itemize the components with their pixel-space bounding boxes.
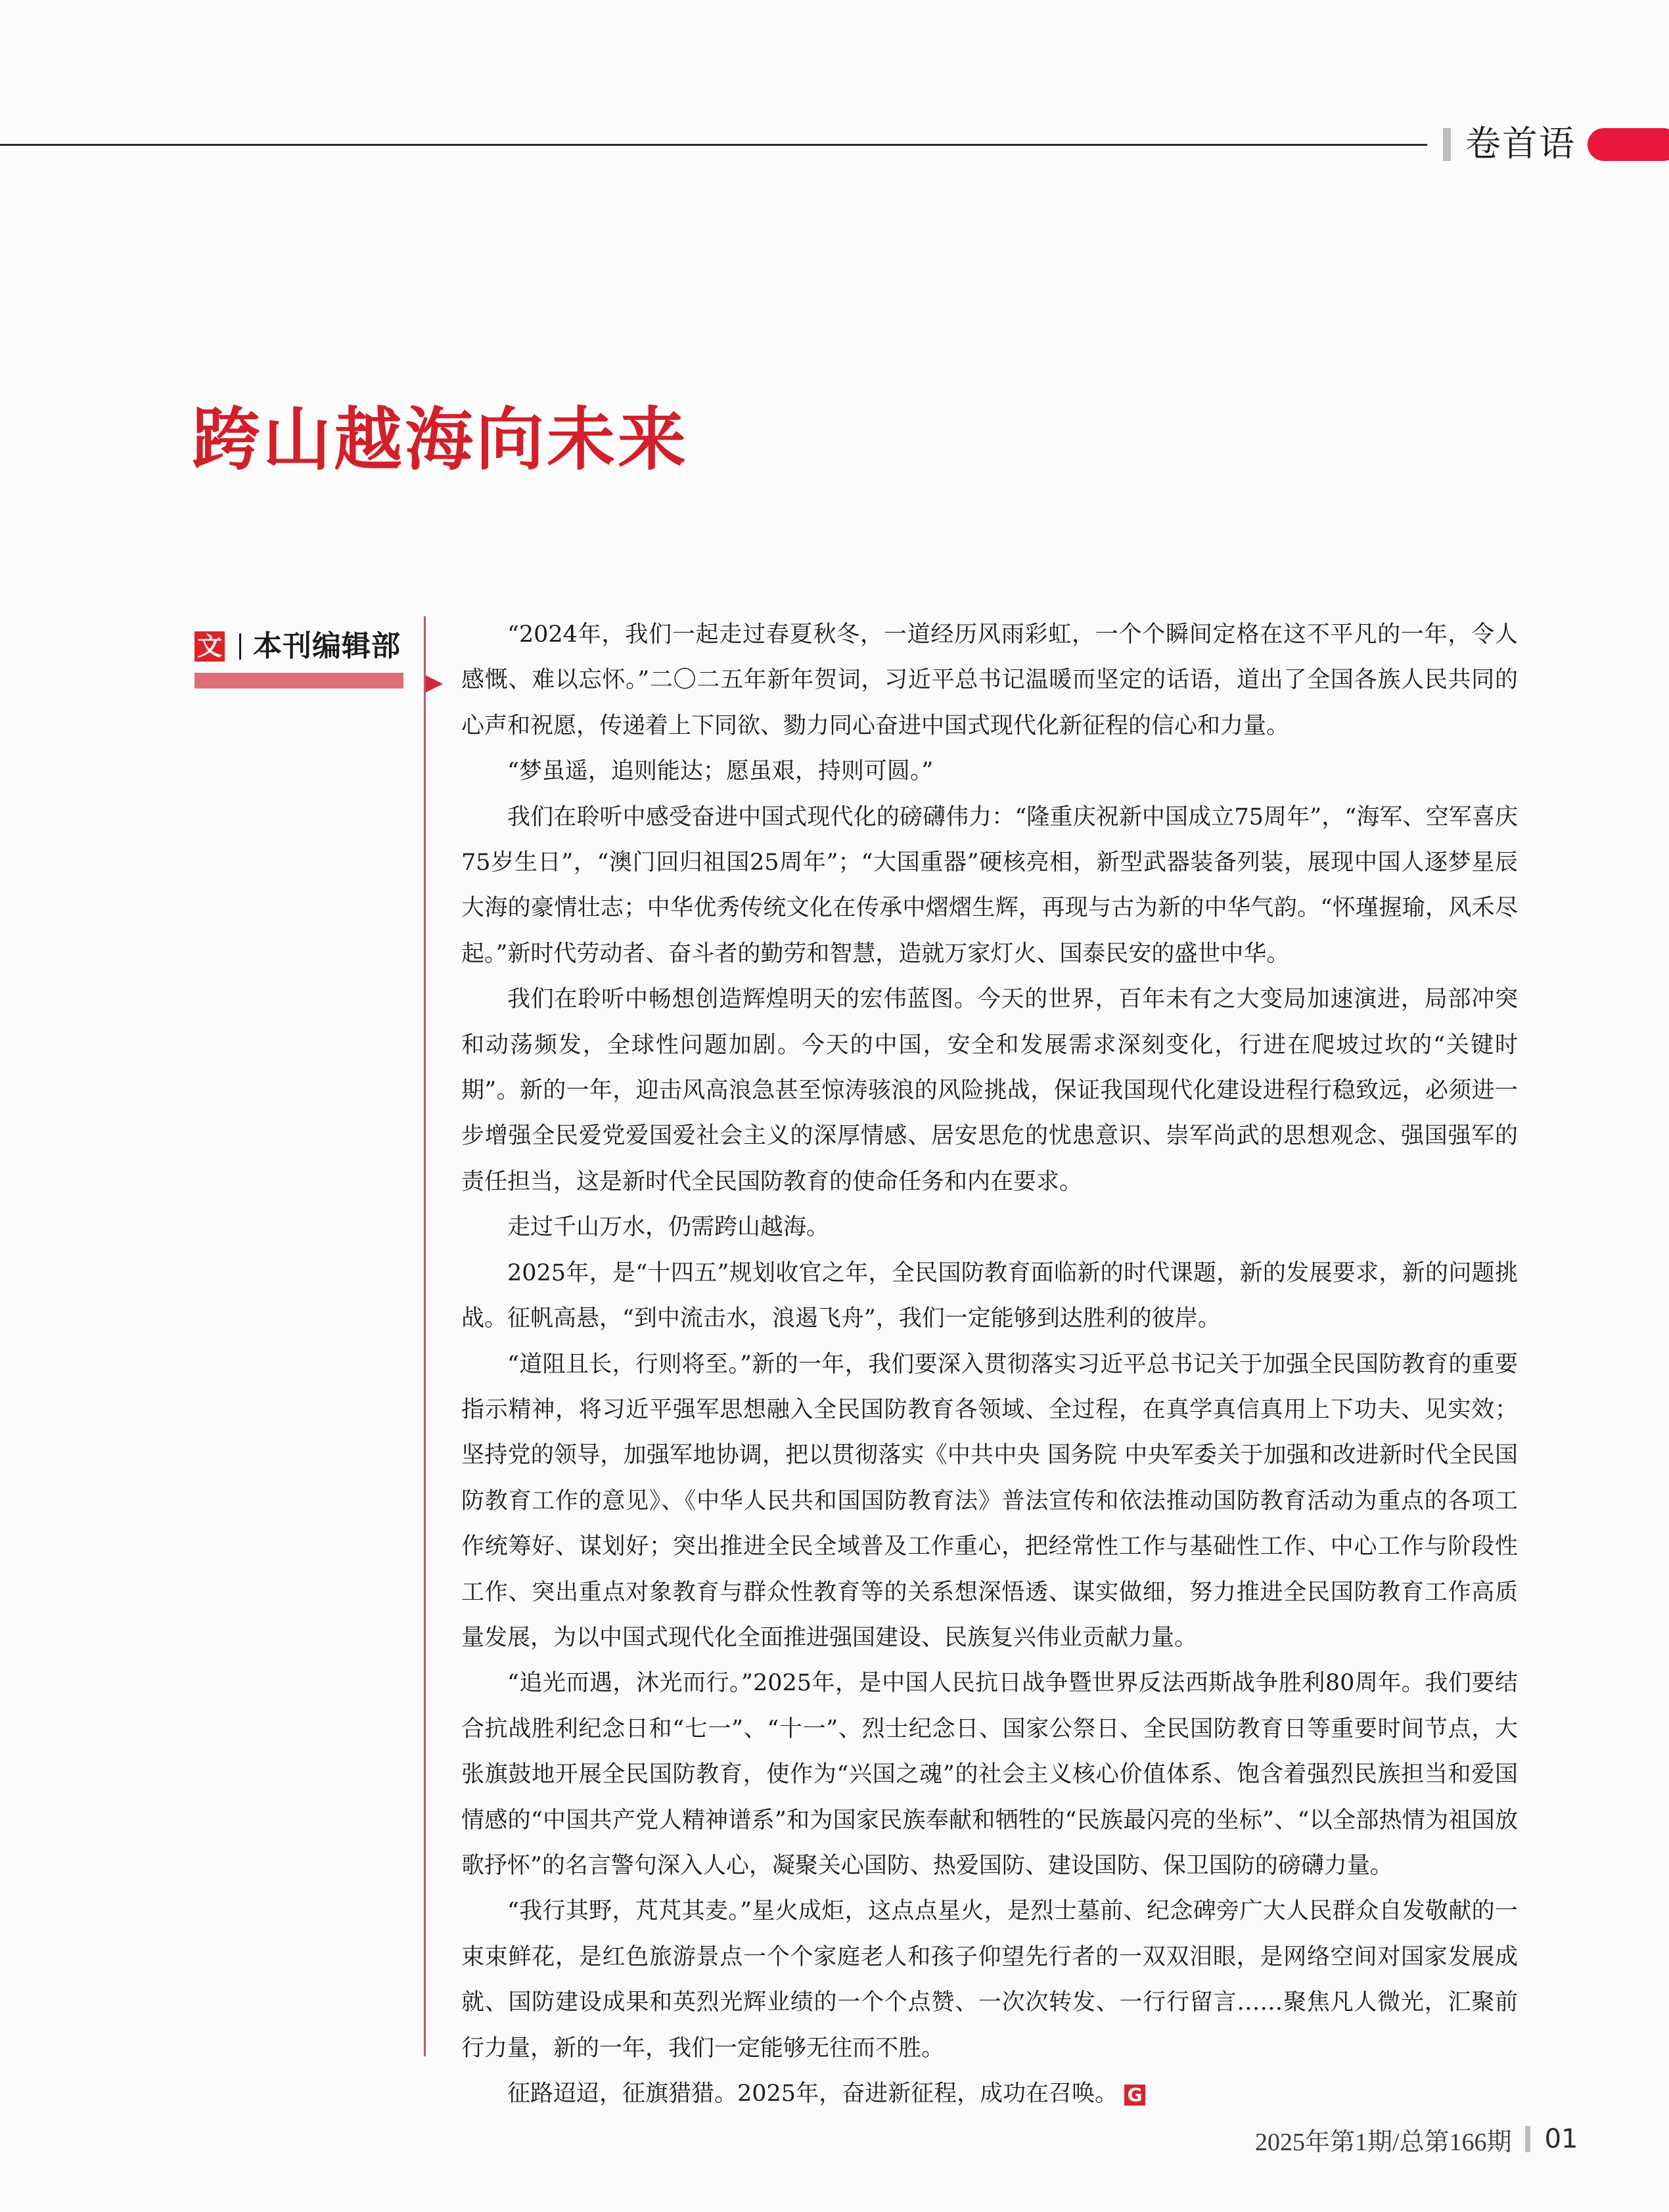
- article-body: [461, 612, 1518, 2117]
- header-rule: [0, 144, 1427, 146]
- byline-underline-bar: [194, 673, 403, 688]
- paragraph: “道阻且长，行则将至。”新的一年，我们要深入贯彻落实习近平总书记关于加强全民国防教育的重要指示精神，将习近平强军思想融入全民国防教育各领域、全过程，在真学真信真用上下功夫、见实效；坚持党的领导，加强军地协调，把以贯彻落实《中共中央 国务院 中央军委关于加强和改进新时代全民国防教育工作的意见》、《中华人民共和国国防教育法》普法宣传和依法推动国防教育活动为重点的各项工作统筹好、谋划好；突出推进全民全域普及工作重心，把经常性工作与基础性工作、中心工作与阶段性工作、突出重点对象教育与群众性教育等的关系想深悟透、谋实做细，努力推进全民国防教育工作高质量发展，为以中国式现代化全面推进强国建设、民族复兴伟业贡献力量。: [461, 1351, 1518, 1651]
- pointer-triangle-icon: [426, 675, 443, 692]
- section-label: 卷首语: [1465, 123, 1576, 164]
- final-paragraph: [461, 2071, 1518, 2117]
- issue-info: 2025年第1期/总第166期: [1255, 2128, 1512, 2156]
- end-mark-icon: G: [1124, 2085, 1145, 2106]
- paragraph: 我们在聆听中畅想创造辉煌明天的宏伟蓝图。今天的世界，百年未有之大变局加速演进，局部冲突和动荡频发，全球性问题加剧。今天的中国，安全和发展需求深刻变化，行进在爬坡过坎的“关键时期”。新的一年，迎击风高浪急甚至惊涛骇浪的风险挑战，保证我国现代化建设进程行稳致远，必须进一步增强全民爱党爱国爱社会主义的深厚情感、居安思危的忧患意识、崇军尚武的思想观念、强国强军的责任担当，这是新时代全民国防教育的使命任务和内在要求。: [461, 986, 1518, 1195]
- byline-badge: 文: [194, 631, 225, 662]
- column-divider-line: [424, 616, 426, 2056]
- page-number: 01: [1544, 2124, 1578, 2154]
- section-accent-pill: [1588, 128, 1669, 161]
- paragraph: 我们在聆听中感受奋进中国式现代化的磅礴伟力：“隆重庆祝新中国成立75周年”，“海军、空军喜庆75岁生日”，“澳门回归祖国25周年”；“大国重器”硬核亮相，新型武器装备列装，展现中国人逐梦星辰大海的豪情壮志；中华优秀传统文化在传承中熠熠生辉，再现与古为新的中华气韵。“怀瑾握瑜，风禾尽起。”新时代劳动者、奋斗者的勤劳和智慧，造就万家灯火、国泰民安的盛世中华。: [461, 803, 1518, 967]
- paragraph: “2024年，我们一起走过春夏秋冬，一道经历风雨彩虹，一个个瞬间定格在这不平凡的一年，令人感慨、难以忘怀。”二〇二五年新年贺词，习近平总书记温暖而坚定的话语，道出了全国各族人民共同的心声和祝愿，传递着上下同欲、勠力同心奋进中国式现代化新征程的信心和力量。: [461, 621, 1518, 739]
- paragraph-text: 征路迢迢，征旗猎猎。2025年，奋进新征程，成功在召唤。: [507, 2081, 1118, 2107]
- paragraph: “追光而遇，沐光而行。”2025年，是中国人民抗日战争暨世界反法西斯战争胜利80周年。我们要结合抗战胜利纪念日和“七一”、“十一”、烈士纪念日、国家公祭日、全民国防教育日等重要时间节点，大张旗鼓地开展全民国防教育，使作为“兴国之魂”的社会主义核心价值体系、饱含着强烈民族担当和爱国情感的“中国共产党人精神谱系”和为国家民族奉献和牺牲的“民族最闪亮的坐标”、“以全部热情为祖国放歌抒怀”的名言警句深入人心，凝聚关心国防、热爱国防、建设国防、保卫国防的磅礴力量。: [461, 1670, 1518, 1879]
- paragraph: 2025年，是“十四五”规划收官之年，全民国防教育面临新的时代课题，新的发展要求，新的问题挑战。征帆高悬，“到中流击水，浪遏飞舟”，我们一定能够到达胜利的彼岸。: [461, 1259, 1518, 1332]
- paragraph: “我行其野，芃芃其麦。”星火成炬，这点点星火，是烈士墓前、纪念碑旁广大人民群众自发敬献的一束束鲜花，是红色旅游景点一个个家庭老人和孩子仰望先行者的一双双泪眼，是网络空间对国家发展成就、国防建设成果和英烈光辉业绩的一个个点赞、一次次转发、一行行留言……聚焦凡人微光，汇聚前行力量，新的一年，我们一定能够无往而不胜。: [461, 1898, 1518, 2062]
- byline: [194, 629, 401, 664]
- byline-separator: [239, 633, 241, 660]
- footer-divider-bar: [1525, 2126, 1530, 2152]
- section-divider-bar: [1443, 128, 1451, 161]
- paragraph: “梦虽遥，追则能达；愿虽艰，持则可圆。”: [507, 758, 934, 785]
- byline-author: 本刊编辑部: [253, 629, 401, 663]
- article-title: 跨山越海向未来: [192, 399, 689, 480]
- page-footer: [1255, 2121, 1578, 2157]
- paragraph: 走过千山万水，仍需跨山越海。: [507, 1214, 830, 1241]
